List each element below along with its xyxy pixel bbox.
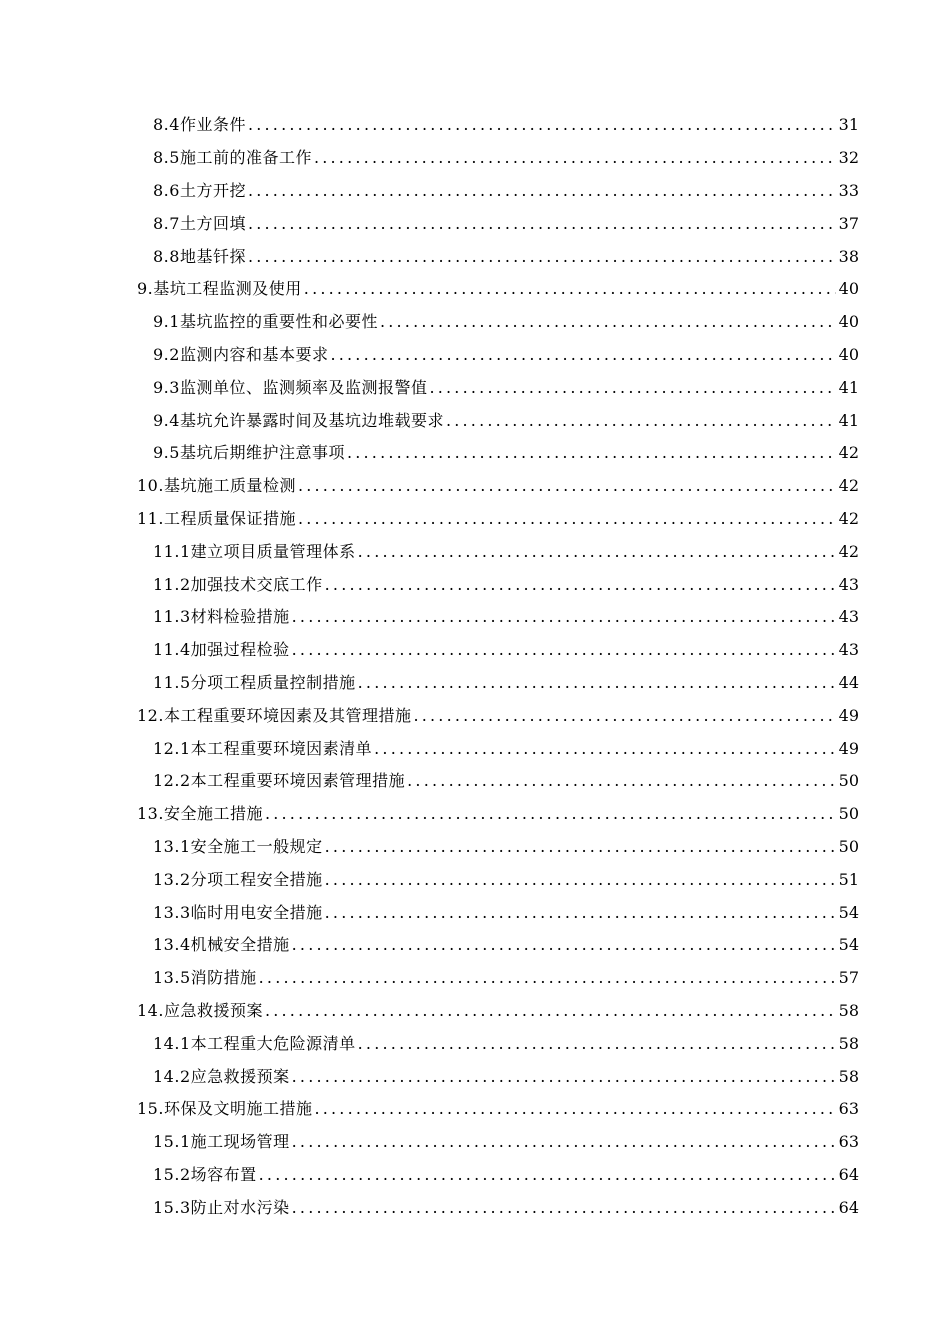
toc-dot-leader [298,476,836,496]
toc-dot-leader [325,903,836,923]
toc-entry-label: 13.1安全施工一般规定 [153,836,323,856]
toc-entry-label: 9.2监测内容和基本要求 [153,344,329,364]
toc-page-number: 58 [838,1066,859,1086]
toc-entry-label: 8.8地基钎探 [153,246,246,266]
toc-entry-label: 11.1建立项目质量管理体系 [153,541,356,561]
toc-entry-label: 8.6土方开挖 [153,180,246,200]
table-of-contents [0,109,950,1224]
toc-section-entry[interactable] [0,142,950,175]
toc-page-number: 64 [838,1197,859,1217]
toc-entry-label: 8.7土方回填 [153,213,246,233]
toc-section-entry[interactable] [0,601,950,634]
toc-entry-label: 15.2场容布置 [153,1164,257,1184]
toc-section-entry[interactable] [0,568,950,601]
toc-page-number: 32 [838,148,859,168]
toc-entry-label: 14.2应急救援预案 [153,1066,290,1086]
toc-section-entry[interactable] [0,1060,950,1093]
toc-entry-label: 11.3材料检验措施 [153,607,290,627]
toc-section-entry[interactable] [0,1191,950,1224]
toc-dot-leader [265,1001,836,1021]
toc-section-entry[interactable] [0,306,950,339]
toc-dot-leader [358,542,836,562]
toc-entry-label: 12.1本工程重要环境因素清单 [153,738,373,758]
toc-section-entry[interactable] [0,207,950,240]
toc-dot-leader [259,968,836,988]
toc-page-number: 43 [838,574,859,594]
toc-section-entry[interactable] [0,1027,950,1060]
toc-dot-leader [429,378,835,398]
toc-section-entry[interactable] [0,634,950,667]
toc-entry-label: 15.1施工现场管理 [153,1132,290,1152]
toc-section-entry[interactable] [0,667,950,700]
toc-dot-leader [292,1198,836,1218]
toc-page-number: 50 [838,804,859,824]
toc-page-number: 49 [838,705,859,725]
toc-page-number: 41 [838,410,859,430]
toc-section-entry[interactable] [0,1159,950,1192]
toc-dot-leader [407,771,836,791]
toc-dot-leader [265,804,836,824]
toc-page-number: 51 [838,869,859,889]
toc-section-entry[interactable] [0,929,950,962]
toc-chapter-entry[interactable] [0,503,950,536]
toc-dot-leader [358,673,836,693]
toc-section-entry[interactable] [0,339,950,372]
toc-entry-label: 11.2加强技术交底工作 [153,574,323,594]
toc-entry-label: 15.环保及文明施工措施 [137,1099,313,1119]
toc-page-number: 42 [838,443,859,463]
toc-entry-label: 11.4加强过程检验 [153,640,290,660]
toc-entry-label: 11.工程质量保证措施 [137,508,296,528]
toc-chapter-entry[interactable] [0,273,950,306]
toc-entry-label: 15.3防止对水污染 [153,1197,290,1217]
toc-page-number: 54 [838,935,859,955]
toc-entry-label: 8.5施工前的准备工作 [153,148,312,168]
toc-page-number: 43 [838,640,859,660]
toc-chapter-entry[interactable] [0,699,950,732]
toc-dot-leader [358,1034,836,1054]
toc-entry-label: 12.2本工程重要环境因素管理措施 [153,771,406,791]
toc-entry-label: 14.应急救援预案 [137,1000,263,1020]
toc-page-number: 33 [838,180,859,200]
toc-page-number: 41 [838,377,859,397]
toc-entry-label: 13.4机械安全措施 [153,935,290,955]
toc-page-number: 44 [838,672,859,692]
toc-page-number: 57 [838,968,859,988]
toc-entry-label: 8.4作业条件 [153,115,246,135]
toc-entry-label: 13.安全施工措施 [137,804,263,824]
toc-section-entry[interactable] [0,109,950,142]
toc-section-entry[interactable] [0,765,950,798]
toc-entry-label: 11.5分项工程质量控制措施 [153,672,356,692]
toc-section-entry[interactable] [0,240,950,273]
toc-dot-leader [347,443,836,463]
toc-dot-leader [292,935,836,955]
toc-section-entry[interactable] [0,175,950,208]
toc-section-entry[interactable] [0,437,950,470]
toc-dot-leader [413,706,835,726]
toc-entry-label: 12.本工程重要环境因素及其管理措施 [137,705,412,725]
toc-page-number: 63 [838,1099,859,1119]
toc-dot-leader [325,870,836,890]
toc-page-number: 38 [838,246,859,266]
toc-page-number: 40 [838,312,859,332]
toc-chapter-entry[interactable] [0,798,950,831]
toc-dot-leader [374,739,836,759]
toc-entry-label: 13.3临时用电安全措施 [153,902,323,922]
toc-entry-label: 14.1本工程重大危险源清单 [153,1033,356,1053]
toc-entry-label: 9.5基坑后期维护注意事项 [153,443,345,463]
toc-dot-leader [248,181,836,201]
toc-section-entry[interactable] [0,404,950,437]
toc-dot-leader [259,1165,836,1185]
toc-dot-leader [325,575,836,595]
toc-entry-label: 10.基坑施工质量检测 [137,476,296,496]
toc-section-entry[interactable] [0,831,950,864]
toc-dot-leader [314,1099,835,1119]
toc-section-entry[interactable] [0,1126,950,1159]
toc-section-entry[interactable] [0,962,950,995]
toc-page-number: 50 [838,771,859,791]
toc-page-number: 54 [838,902,859,922]
toc-dot-leader [446,411,836,431]
toc-entry-label: 9.3监测单位、监测频率及监测报警值 [153,377,428,397]
toc-dot-leader [292,640,836,660]
toc-page-number: 31 [838,115,859,135]
toc-page-number: 43 [838,607,859,627]
toc-chapter-entry[interactable] [0,1093,950,1126]
toc-page-number: 58 [838,1000,859,1020]
toc-page-number: 37 [838,213,859,233]
toc-dot-leader [325,837,836,857]
toc-entry-label: 9.基坑工程监测及使用 [137,279,302,299]
toc-page-number: 40 [838,279,859,299]
toc-page-number: 42 [838,508,859,528]
toc-dot-leader [292,1132,836,1152]
toc-page-number: 40 [838,344,859,364]
toc-dot-leader [292,607,836,627]
toc-section-entry[interactable] [0,535,950,568]
toc-entry-label: 13.2分项工程安全措施 [153,869,323,889]
toc-dot-leader [314,148,836,168]
toc-page-number: 64 [838,1164,859,1184]
toc-page-number: 50 [838,836,859,856]
toc-entry-label: 9.4基坑允许暴露时间及基坑边堆载要求 [153,410,444,430]
toc-dot-leader [292,1067,836,1087]
toc-dot-leader [380,312,836,332]
toc-dot-leader [330,345,835,365]
toc-entry-label: 13.5消防措施 [153,968,257,988]
toc-page-number: 63 [838,1132,859,1152]
toc-section-entry[interactable] [0,863,950,896]
toc-page-number: 42 [838,476,859,496]
toc-page-number: 42 [838,541,859,561]
toc-section-entry[interactable] [0,732,950,765]
toc-chapter-entry[interactable] [0,995,950,1028]
toc-page-number: 49 [838,738,859,758]
toc-dot-leader [304,279,836,299]
toc-section-entry[interactable] [0,371,950,404]
toc-chapter-entry[interactable] [0,470,950,503]
toc-dot-leader [248,115,836,135]
toc-entry-label: 9.1基坑监控的重要性和必要性 [153,312,378,332]
toc-dot-leader [298,509,836,529]
toc-page-number: 58 [838,1033,859,1053]
toc-section-entry[interactable] [0,896,950,929]
toc-dot-leader [248,247,836,267]
toc-dot-leader [248,214,836,234]
